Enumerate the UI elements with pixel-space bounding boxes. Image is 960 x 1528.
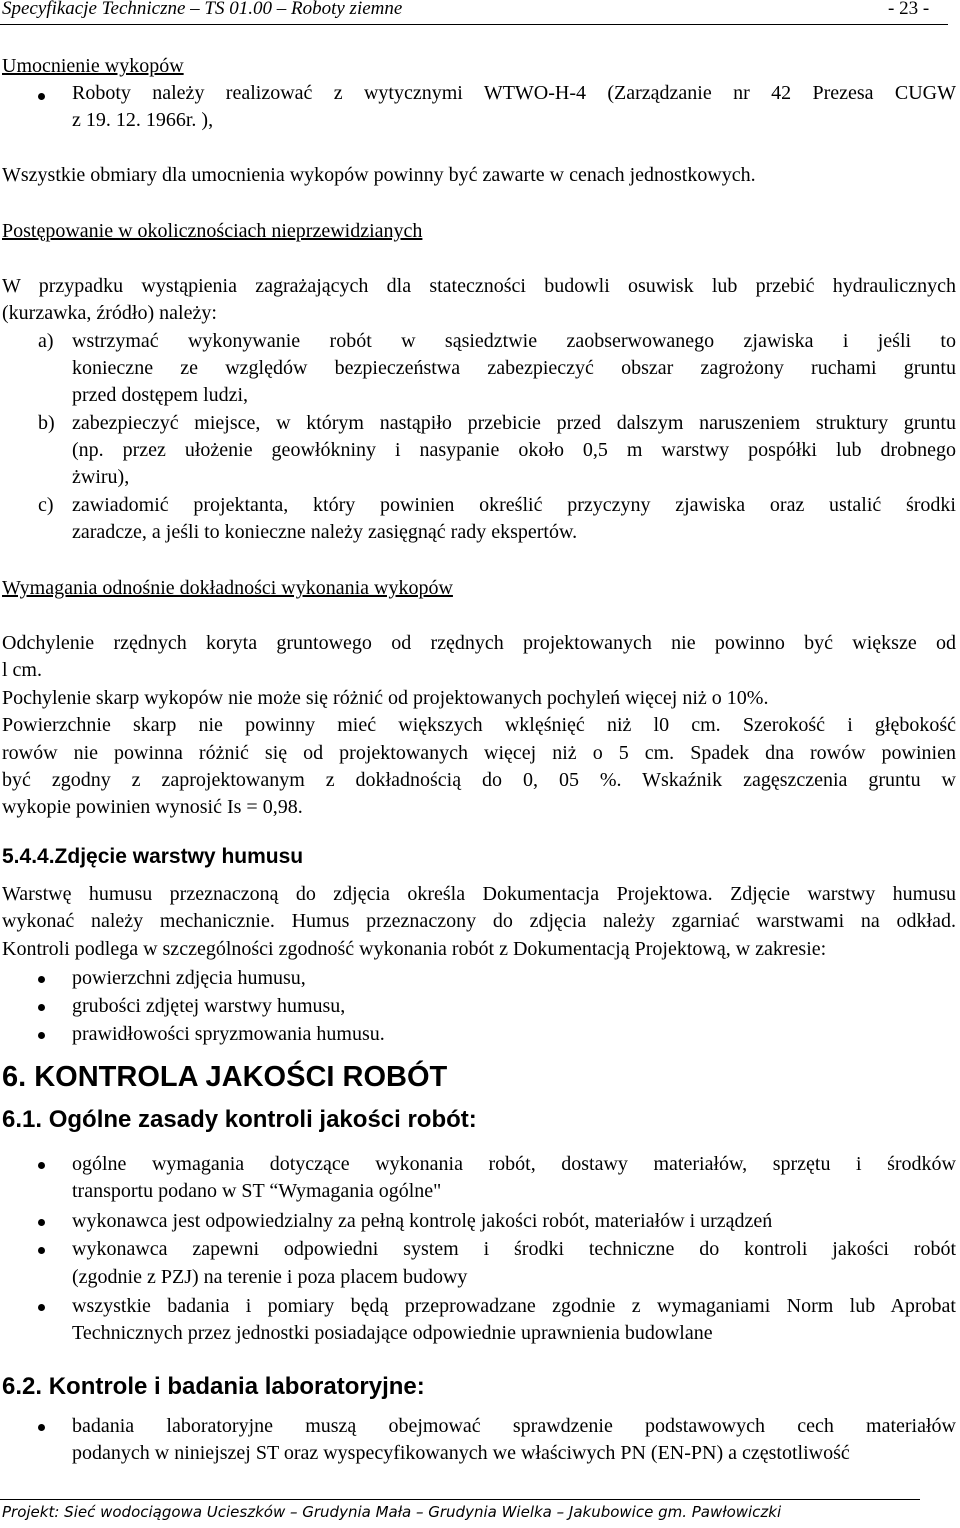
s6-b2: wykonawca jest odpowiedzialny za pełną kontrolę jakości robót, materiałów i urządzeń bbox=[72, 1210, 773, 1232]
s1-paragraph: Wszystkie obmiary dla umocnienia wykopów powinny być zawarte w cenach jednostkowych. bbox=[2, 164, 756, 186]
s2-intro-line1: W przypadku wystąpienia zagrażających dla stateczności budowli osuwisk lub przebić hydraulicznych bbox=[2, 275, 956, 297]
s4-bullet1: powierzchni zdjęcia humusu, bbox=[72, 967, 306, 989]
s3-line2: l cm. bbox=[2, 659, 42, 681]
header-title: Specyfikacje Techniczne – TS 01.00 – Roboty ziemne bbox=[2, 0, 403, 19]
item-b-line2: (np. przez ułożenie geowłókniny i nasypanie około 0,5 m warstwy pospółki lub drobnego bbox=[72, 439, 956, 461]
s4-line2: wykonać należy mechanicznie. Humus przeznaczony do zdjęcia należy zgarniać warstwami na odkład. bbox=[2, 910, 956, 932]
item-a-label: a) bbox=[38, 330, 54, 352]
bullet-icon bbox=[38, 1304, 45, 1311]
bullet-icon bbox=[38, 93, 45, 100]
s6-b1-line2: transportu podano w ST “Wymagania ogólne" bbox=[72, 1180, 442, 1202]
bullet-icon bbox=[38, 976, 45, 983]
footer-text: Projekt: Sieć wodociągowa Ucieszków – Grudynia Mała – Grudynia Wielka – Jakubowice gm. Pawłowiczki bbox=[2, 1503, 782, 1521]
item-a-line3: przed dostępem ludzi, bbox=[72, 384, 249, 406]
item-c-label: c) bbox=[38, 494, 54, 516]
s6-b4-line2: Technicznych przez jednostki posiadające odpowiednie uprawnienia budowlane bbox=[72, 1322, 713, 1344]
s3-line3: Pochylenie skarp wykopów nie może się różnić od projektowanych pochyleń więcej niż o 10%. bbox=[2, 687, 769, 709]
heading-6-1: 6.1. Ogólne zasady kontroli jakości robót: bbox=[2, 1106, 477, 1133]
header-rule bbox=[0, 24, 948, 25]
s4-bullet2: grubości zdjętej warstwy humusu, bbox=[72, 995, 346, 1017]
s6-b4-line1: wszystkie badania i pomiary będą przeprowadzane zgodnie z wymaganiami Norm lub Aprobat bbox=[72, 1295, 956, 1317]
s6-c1-line1: badania laboratoryjne muszą obejmować sprawdzenie podstawowych cech materiałów bbox=[72, 1415, 956, 1437]
s6-c1-line2: podanych w niniejszej ST oraz wyspecyfikowanych we właściwych PN (EN-PN) a częstotliwość bbox=[72, 1442, 850, 1464]
s3-line7: wykopie powinien wynosić Is = 0,98. bbox=[2, 796, 303, 818]
s3-line6: być zgodny z zaprojektowanym z dokładnością do 0, 05 %. Wskaźnik zagęszczenia gruntu w bbox=[2, 769, 956, 791]
item-c-line2: zaradcze, a jeśli to konieczne należy zasięgnąć rady ekspertów. bbox=[72, 521, 578, 543]
s4-bullet3: prawidłowości spryzmowania humusu. bbox=[72, 1023, 385, 1045]
s6-b3-line1: wykonawca zapewni odpowiedni system i środki techniczne do kontroli jakości robót bbox=[72, 1238, 956, 1260]
item-a-line2: konieczne ze względów bezpieczeństwa zabezpieczyć obszar zagrożony ruchami gruntu bbox=[72, 357, 956, 379]
s4-line1: Warstwę humusu przeznaczoną do zdjęcia określa Dokumentacja Projektowa. Zdjęcie warstwy humusu bbox=[2, 883, 956, 905]
heading-postepowanie: Postępowanie w okolicznościach nieprzewidzianych bbox=[2, 220, 423, 242]
bullet-icon bbox=[38, 1424, 45, 1431]
bullet-icon bbox=[38, 1219, 45, 1226]
heading-6-2: 6.2. Kontrole i badania laboratoryjne: bbox=[2, 1373, 425, 1400]
bullet-icon bbox=[38, 1247, 45, 1254]
item-b-line1: zabezpieczyć miejsce, w którym nastąpiło przebicie przed dalszym naruszeniem struktury gruntu bbox=[72, 412, 956, 434]
s6-b1-line1: ogólne wymagania dotyczące wykonania robót, dostawy materiałów, sprzętu i środków bbox=[72, 1153, 956, 1175]
heading-kontrola: 6. KONTROLA JAKOŚCI ROBÓT bbox=[2, 1061, 448, 1093]
s1-bullet-line1: Roboty należy realizować z wytycznymi WTWO-H-4 (Zarządzanie nr 42 Prezesa CUGW bbox=[72, 82, 956, 104]
s1-bullet-line2: z 19. 12. 1966r. ), bbox=[72, 109, 214, 131]
s3-line4: Powierzchnie skarp nie powinny mieć większych wklęśnięć niż l0 cm. Szerokość i głębokość bbox=[2, 714, 956, 736]
s2-intro-line2: (kurzawka, źródło) należy: bbox=[2, 302, 217, 324]
footer-rule bbox=[0, 1499, 920, 1500]
bullet-icon bbox=[38, 1162, 45, 1169]
s6-b3-line2: (zgodnie z PZJ) na terenie i poza placem budowy bbox=[72, 1266, 468, 1288]
bullet-icon bbox=[38, 1004, 45, 1011]
item-c-line1: zawiadomić projektanta, który powinien określić przyczyny zjawiska oraz ustalić środki bbox=[72, 494, 956, 516]
item-b-line3: żwiru), bbox=[72, 466, 130, 488]
item-b-label: b) bbox=[38, 412, 55, 434]
s4-line3: Kontroli podlega w szczególności zgodność wykonania robót z Dokumentacją Projektową, w zakresie: bbox=[2, 938, 827, 960]
item-a-line1: wstrzymać wykonywanie robót w sąsiedztwie zaobserwowanego zjawiska i jeśli to bbox=[72, 330, 956, 352]
heading-wymagania: Wymagania odnośnie dokładności wykonania wykopów bbox=[2, 577, 453, 599]
s3-line5: rowów nie powinna różnić się od projektowanych więcej niż o 5 cm. Spadek dna rowów powinien bbox=[2, 742, 956, 764]
s3-line1: Odchylenie rzędnych koryta gruntowego od rzędnych projektowanych nie powinno być większe od bbox=[2, 632, 956, 654]
page-number: - 23 - bbox=[888, 0, 930, 19]
heading-umocnienie: Umocnienie wykopów bbox=[2, 55, 184, 77]
bullet-icon bbox=[38, 1032, 45, 1039]
heading-humus: 5.4.4.Zdjęcie warstwy humusu bbox=[2, 845, 304, 868]
